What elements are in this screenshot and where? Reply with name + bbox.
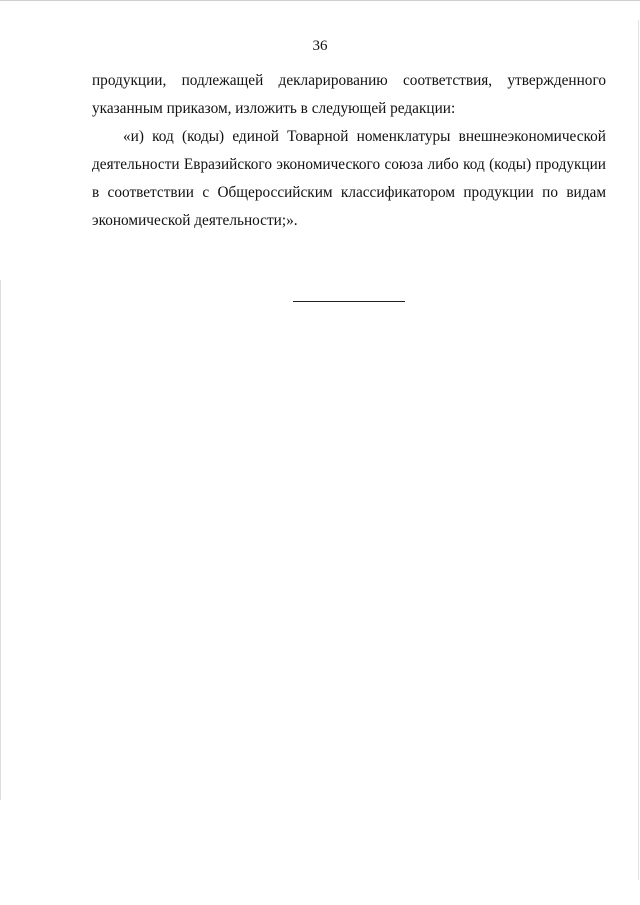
scan-edge <box>0 0 640 1</box>
paragraph-1 <box>92 67 606 123</box>
text-line: экономической деятельности;». <box>92 212 298 229</box>
scan-edge <box>0 280 1 800</box>
text-line: «и) код (коды) единой Товарной номенклатуры внешнеэкономической <box>123 128 606 145</box>
page-number: 36 <box>312 38 328 54</box>
paragraph-2 <box>92 123 606 235</box>
scan-edge <box>638 20 639 880</box>
text-line: деятельности Евразийского экономического союза либо код (коды) продукции <box>92 156 606 173</box>
text-line: указанным приказом, изложить в следующей редакции: <box>92 100 456 117</box>
document-body <box>92 67 606 235</box>
text-line: в соответствии с Общероссийским классификатором продукции по видам <box>92 184 606 201</box>
text-line: продукции, подлежащей декларированию соответствия, утвержденного <box>92 72 606 89</box>
end-of-document-rule <box>293 301 405 302</box>
